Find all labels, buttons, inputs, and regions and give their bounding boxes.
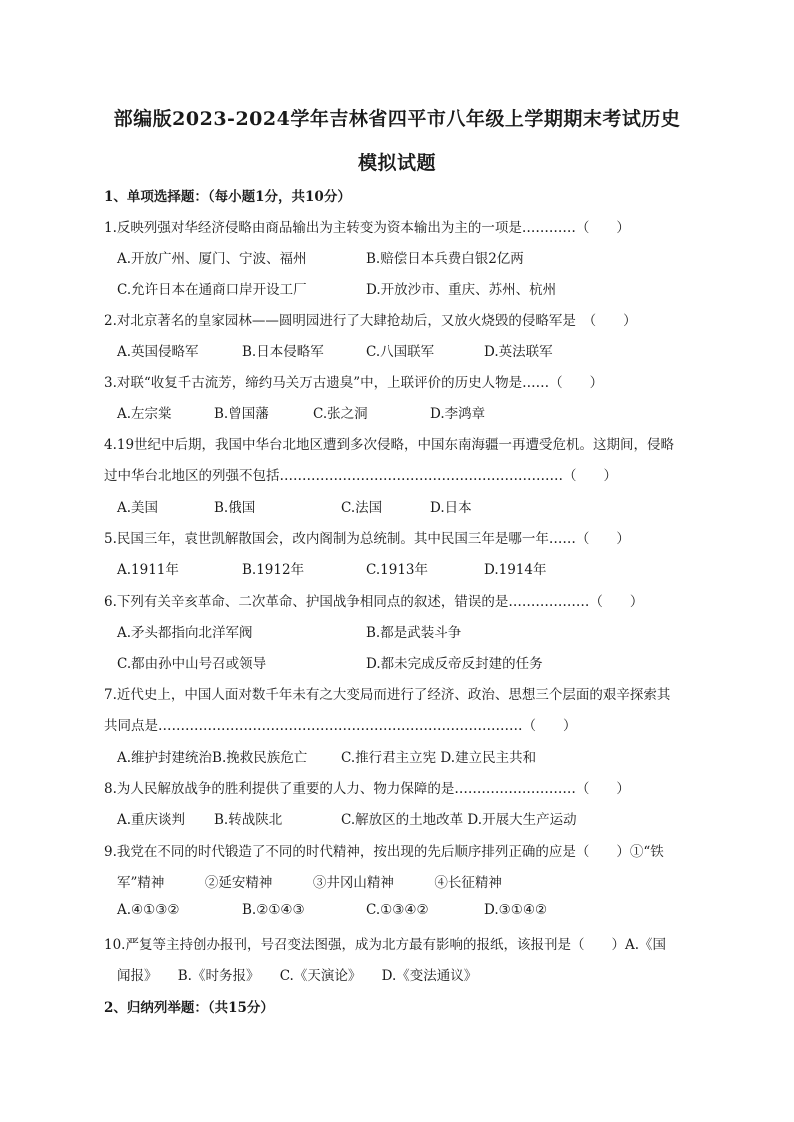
q4-option-b: B.俄国 [214,500,256,516]
section-heading-single-choice: 1、单项选择题：（每小题1分，共10分） [104,189,351,205]
q5-option-d: D.1914年 [484,562,547,578]
q1-option-d: D.开放沙市、重庆、苏州、杭州 [366,282,557,298]
q7-option-cd: C.推行君主立宪 D.建立民主共和 [341,750,537,766]
q2-option-a: A.英国侵略军 [117,344,199,360]
q3-option-a: A.左宗棠 [117,406,172,422]
page-title: 部编版2023-2024学年吉林省四平市八年级上学期期末考试历史 [113,108,681,130]
question-5: 5.民国三年，袁世凯解散国会，改内阁制为总统制。其中民国三年是哪一年……（ ） [104,531,630,547]
q1-option-b: B.赔偿日本兵费白银2亿两 [366,251,524,267]
q2-option-c: C.八国联军 [366,344,435,360]
q4-option-c: C.法国 [341,500,383,516]
q8-option-a: A.重庆谈判 [117,812,186,828]
q6-option-d: D.都未完成反帝反封建的任务 [366,656,543,672]
q4-option-a: A.美国 [117,500,159,516]
q9-option-c: C.①③④② [366,902,429,918]
q8-option-b: B.转战陕北 [214,812,283,828]
q6-option-c: C.都由孙中山号召或领导 [117,656,267,672]
question-9: 9.我党在不同的时代锻造了不同的时代精神，按出现的先后顺序排列正确的应是（ ）①“铁 [104,844,664,860]
question-2: 2.对北京著名的皇家园林——圆明园进行了大肆抢劫后，又放火烧毁的侵略军是 （ ） [104,313,637,329]
q7-option-ab: A.维护封建统治B.挽救民族危亡 [117,750,308,766]
section-heading-list: 2、归纳列举题：（共15分） [104,1000,274,1016]
q1-option-c: C.允许日本在通商口岸开设工厂 [117,282,307,298]
question-7: 7.近代史上，中国人面对数千年未有之大变局而进行了经济、政治、思想三个层面的艰辛探索其 [104,687,671,703]
question-9-cont: 军”精神 ②延安精神 ③井冈山精神 ④长征精神 [117,875,502,891]
q2-option-b: B.日本侵略军 [242,344,324,360]
q9-option-d: D.③①④② [484,902,548,918]
q6-option-a: A.矛头都指向北洋军阀 [117,625,253,641]
question-7-cont: 共同点是………………………………………………………………………（ ） [104,718,577,734]
q9-option-a: A.④①③② [117,902,180,918]
q1-option-a: A.开放广州、厦门、宁波、福州 [117,251,307,267]
question-10-cont: 闻报》 B.《时务报》 C.《天演论》 D.《变法通议》 [117,968,478,984]
q5-option-c: C.1913年 [366,562,428,578]
q9-option-b: B.②①④③ [242,902,305,918]
q3-option-b: B.曾国藩 [214,406,269,422]
question-1: 1.反映列强对华经济侵略由商品输出为主转变为资本输出为主的一项是…………（ ） [104,220,630,236]
q3-option-c: C.张之洞 [313,406,368,422]
question-10: 10.严复等主持创办报刊，号召变法图强，成为北方最有影响的报纸，该报刊是（ ）A.《国 [104,937,667,953]
question-4: 4.19世纪中后期，我国中华台北地区遭到多次侵略，中国东南海疆一再遭受危机。这期间，侵略 [104,437,675,453]
q5-option-a: A.1911年 [117,562,179,578]
q2-option-d: D.英法联军 [484,344,553,360]
page-subtitle: 模拟试题 [357,152,436,174]
q3-option-d: D.李鸿章 [430,406,486,422]
question-3: 3.对联“收复千古流芳，缔约马关万古遗臭”中，上联评价的历史人物是……（ ） [104,375,604,391]
q5-option-b: B.1912年 [242,562,305,578]
question-8: 8.为人民解放战争的胜利提供了重要的人力、物力保障的是………………………（ ） [104,781,630,797]
q6-option-b: B.都是武装斗争 [366,625,462,641]
question-6: 6.下列有关辛亥革命、二次革命、护国战争相同点的叙述，错误的是………………（ ） [104,594,644,610]
q8-option-cd: C.解放区的土地改革 D.开展大生产运动 [341,812,577,828]
q4-option-d: D.日本 [430,500,472,516]
question-4-cont: 过中华台北地区的列强不包括………………………………………………………（ ） [104,468,617,484]
